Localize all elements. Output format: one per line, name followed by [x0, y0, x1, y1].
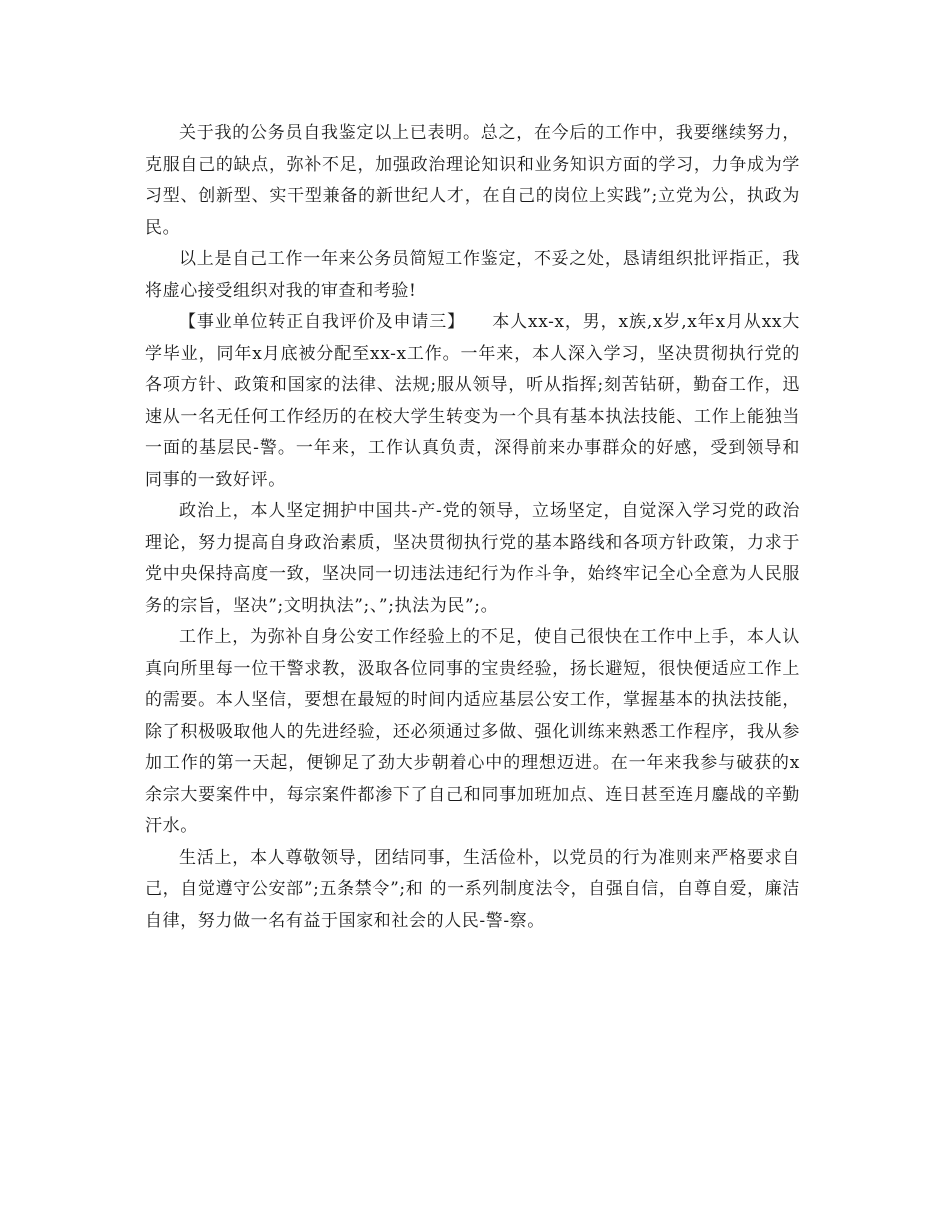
paragraph-self-evaluation-intro: 【事业单位转正自我评价及申请三】 本人xx-x，男，x族,x岁,x年x月从xx大学毕业，同年x月底被分配至xx-x工作。一年来，本人深入学习，坚决贯彻执行党的各项方针、政策和国家的法律、法规;服从领导，听从指挥;刻苦钻研，勤奋工作，迅速从一名无任何工作经历的在校大学生转变为一个具有基本执法技能、工作上能独当一面的基层民-警。一年来，工作认真负责，深得前来办事群众的好感，受到领导和同事的一致好评。	[145, 312, 800, 490]
paragraph-life: 生活上，本人尊敬领导，团结同事，生活俭朴，以党员的行为准则来严格要求自己，自觉遵守公安部”;五条禁令”;和 的一系列制度法令，自强自信，自尊自爱，廉洁自律，努力做一名有益于国家和社会的人民-警-察。	[145, 847, 800, 931]
paragraph-politics: 政治上，本人坚定拥护中国共-产-党的领导，立场坚定，自觉深入学习党的政治理论，努力提高自身政治素质，坚决贯彻执行党的基本路线和各项方针政策，力求于党中央保持高度一致，坚决同一切违法违纪行为作斗争，始终牢记全心全意为人民服务的宗旨，坚决”;文明执法”;、”;执法为民”;。	[145, 501, 800, 616]
paragraph-conclusion: 关于我的公务员自我鉴定以上已表明。总之，在今后的工作中，我要继续努力，克服自己的缺点，弥补不足，加强政治理论知识和业务知识方面的学习，力争成为学习型、创新型、实干型兼备的新世纪人才，在自己的岗位上实践”;立党为公，执政为民。	[145, 123, 800, 238]
paragraph-closing: 以上是自己工作一年来公务员简短工作鉴定，不妥之处，恳请组织批评指正，我将虚心接受组织对我的审查和考验!	[145, 249, 800, 301]
paragraph-work: 工作上，为弥补自身公安工作经验上的不足，使自己很快在工作中上手，本人认真向所里每一位干警求教，汲取各位同事的宝贵经验，扬长避短，很快便适应工作上的需要。本人坚信，要想在最短的时间内适应基层公安工作，掌握基本的执法技能，除了积极吸取他人的先进经验，还必须通过多做、强化训练来熟悉工作程序，我从参加工作的第一天起，便铆足了劲大步朝着心中的理想迈进。在一年来我参与破获的x余宗大要案件中，每宗案件都渗下了自己和同事加班加点、连日甚至连月鏖战的辛勤汗水。	[145, 627, 800, 836]
